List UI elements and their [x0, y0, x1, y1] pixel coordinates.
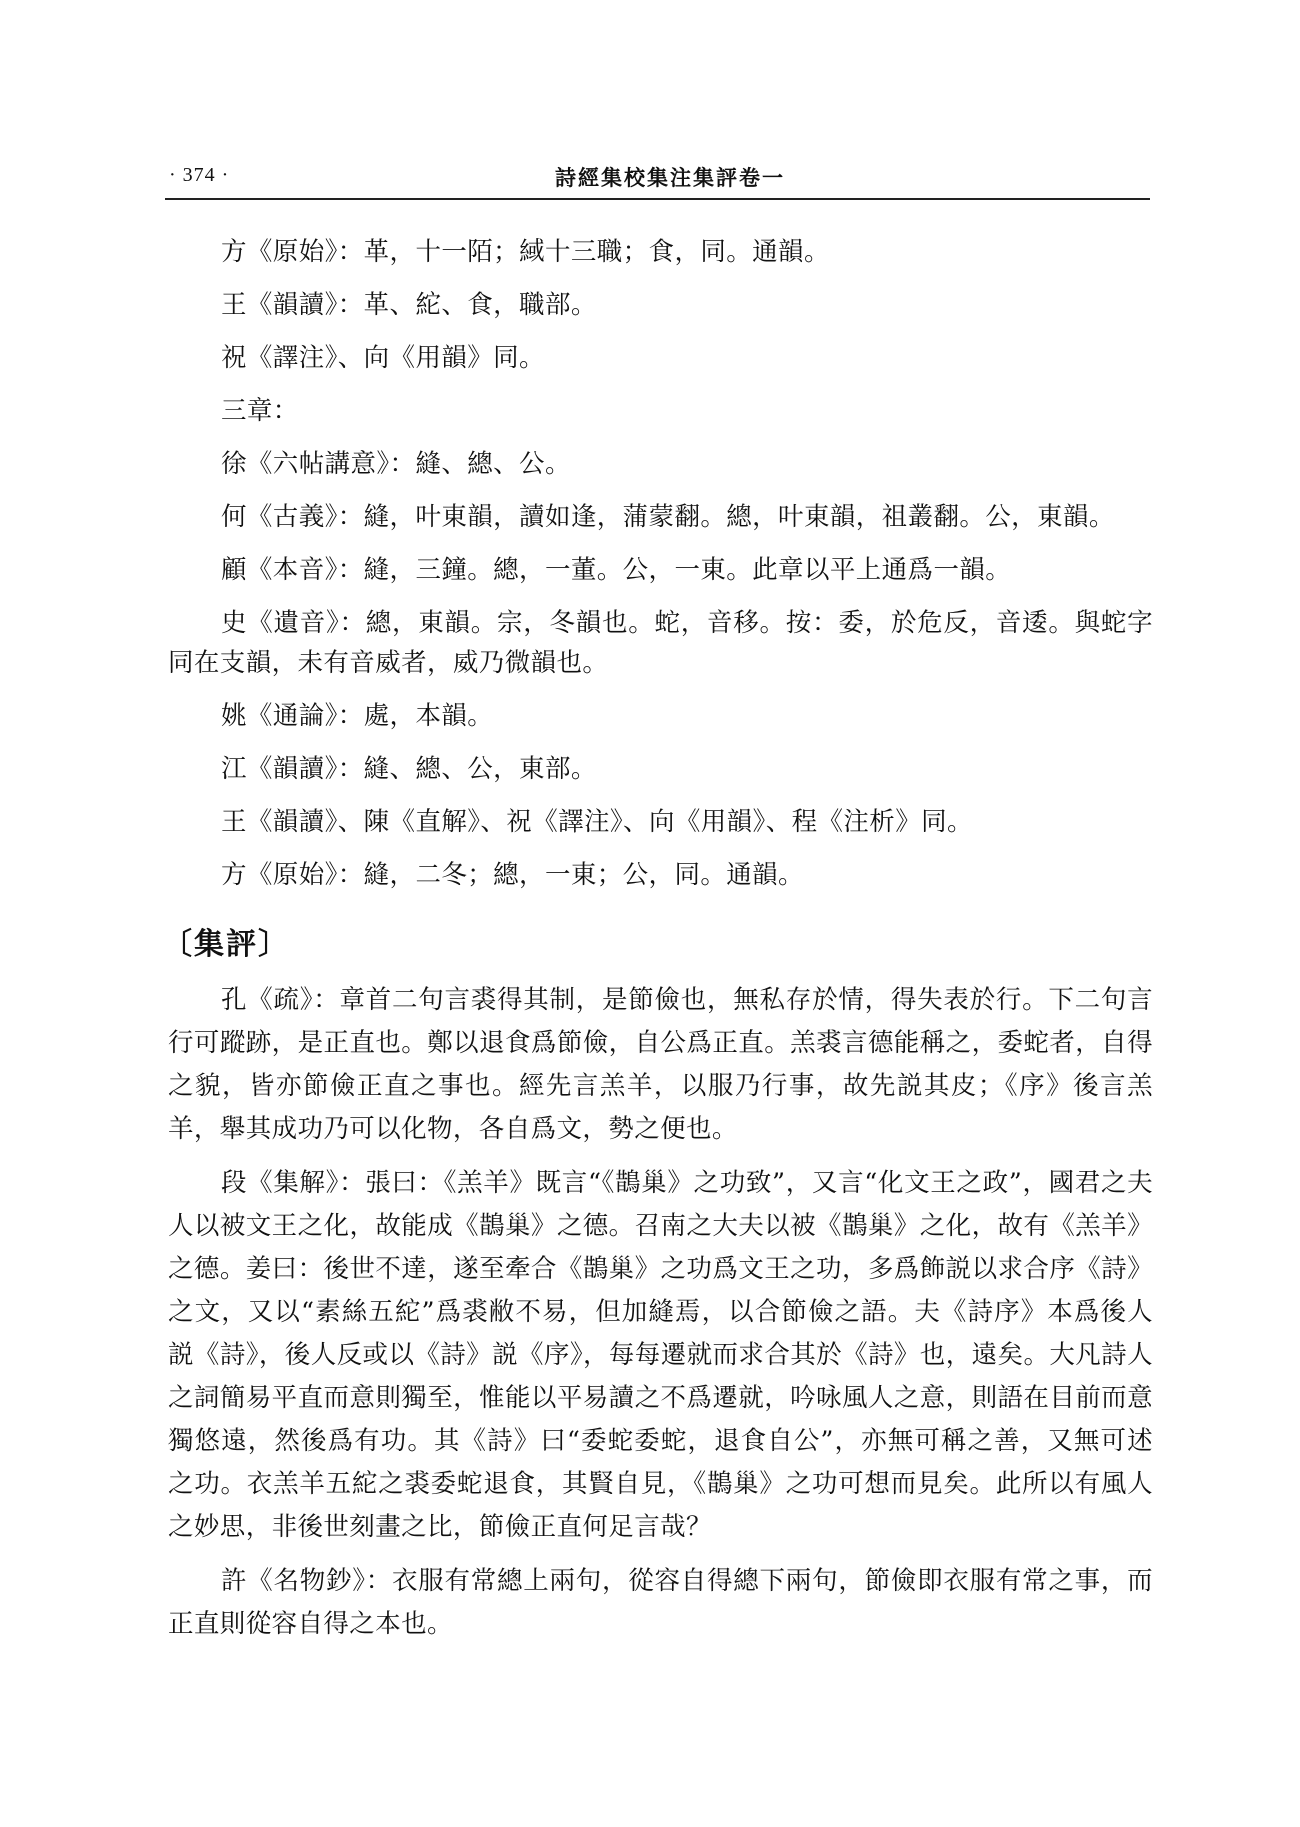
section-heading: 〔集評〕 [162, 927, 290, 962]
page-body [162, 232, 1153, 1657]
rhyme-note: 何《古義》：縫，叶東韻，讀如逢，蒲蒙翻。總，叶東韻，祖叢翻。公，東韻。 [221, 502, 1115, 532]
page-number: · 374 · [169, 164, 230, 186]
rhyme-note: 徐《六帖講意》：縫、總、公。 [221, 449, 571, 479]
commentary-paragraph: 段《集解》：張曰：《羔羊》既言“《鵲巢》之功致”，又言“化文王之政”，國君之夫人以被文王之化，故能成《鵲巢》之德。召南之大夫以被《鵲巢》之化，故有《羔羊》之德。姜曰：後世不達，遂至牽合《鵲巢》之功爲文王之功，多爲飾説以求合序《詩》之文，又以“素絲五紽”爲裘敝不易，但加縫焉，以合節儉之語。夫《詩序》本爲後人説《詩》，後人反或以《詩》説《序》，每每遷就而求合其於《詩》也，遠矣。大凡詩人之詞簡易平直而意則獨至，惟能以平易讀之不爲遷就，吟咏風人之意，則語在目前而意獨悠遠，然後爲有功。其《詩》曰“委蛇委蛇，退食自公”，亦無可稱之善，又無可述之功。衣羔羊五紽之裘委蛇退食，其賢自見，《鵲巢》之功可想而見矣。此所以有風人之妙思，非後世刻畫之比，節儉正直何足言哉？ [168, 1168, 1153, 1542]
rhyme-note: 史《遺音》：總，東韻。宗，冬韻也。蛇，音移。按：委，於危反，音逶。與蛇字同在支韻，未有音威者，威乃微韻也。 [168, 608, 1153, 678]
rhyme-note: 姚《通論》：處，本韻。 [221, 701, 494, 731]
rhyme-note: 江《韻讀》：縫、總、公，東部。 [221, 754, 597, 784]
header-rule [165, 198, 1150, 200]
rhyme-note: 方《原始》：縫，二冬；總，一東；公，同。通韻。 [221, 860, 804, 890]
commentary-paragraph: 孔《疏》：章首二句言裘得其制，是節儉也，無私存於情，得失表於行。下二句言行可蹤跡，是正直也。鄭以退食爲節儉，自公爲正直。羔裘言德能稱之，委蛇者，自得之貌，皆亦節儉正直之事也。經先言羔羊，以服乃行事，故先説其皮；《序》後言羔羊，舉其成功乃可以化物，各自爲文，勢之便也。 [168, 985, 1153, 1144]
rhyme-note: 王《韻讀》、陳《直解》、祝《譯注》、向《用韻》、程《注析》同。 [221, 807, 973, 837]
stanza-label: 三章： [221, 396, 299, 426]
page-header [165, 160, 1150, 196]
commentary-paragraph: 許《名物鈔》：衣服有常總上兩句，從容自得總下兩句，節儉即衣服有常之事，而正直則從容自得之本也。 [168, 1566, 1153, 1639]
running-title: 詩經集校集注集評卷一 [555, 165, 785, 190]
rhyme-note: 顧《本音》：縫，三鐘。總，一董。公，一東。此章以平上通爲一韻。 [221, 555, 1012, 585]
rhyme-note: 方《原始》：革，十一陌；緎十三職；食，同。通韻。 [221, 237, 830, 267]
rhyme-note: 王《韻讀》：革、紽、食，職部。 [221, 290, 597, 320]
rhyme-note: 祝《譯注》、向《用韻》同。 [221, 343, 545, 373]
